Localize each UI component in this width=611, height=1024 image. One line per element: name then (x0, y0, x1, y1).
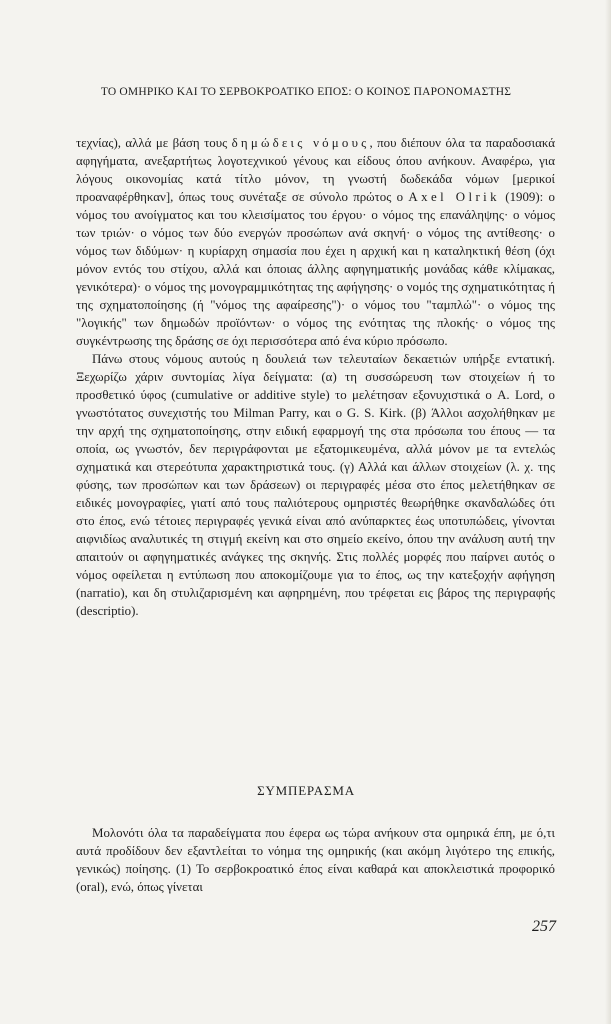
paragraph-research: Πάνω στους νόμους αυτούς η δουλειά των τελευταίων δεκαετιών υπήρξε εντατική. Ξεχωρίζω χάριν συντομίας λίγα δείγματα: (α) τη συσσώρευση των στοιχείων ή το προσθετικό ύφος (cumulative or additive style) το μελέτησαν εξονυχιστικά ο A. Lord, ο γνωστότατος συνεχιστής του Milman Parry, και ο G. S. Kirk. (β) Άλλοι ασχολήθηκαν με την αρχή της σχηματοποίησης, στην ειδική εφαρμογή της στα πρόσωπα του έπους — τα οποία, ως γνωστόν, δεν περιγράφονται με εξατομικευμένα, αλλά μόνον με τα εντελώς σχηματικά και στερεότυπα χαρακτηριστικά τους. (γ) Αλλά και άλλων στοιχείων (λ. χ. της φύσης, των προσώπων και των δράσεων) οι περιγραφές μέσα στο έπος μελετήθηκαν σε ειδικές μονογραφίες, γιατί από τους παλιότερους ομηριστές θεωρήθηκε σκανδαλώδες ότι στο έπος, ενώ τέτοιες περιγραφές γενικά είναι από ανύπαρκτες έως υποτυπώδεις, γίνονται αιφνιδίως αναλυτικές τη στιγμή εκείνη και στο σημείο εκείνο, όπου την ανάλυση αυτή την απαιτούν οι αφηγηματικές ανάγκες της σκηνής. Στις πολλές μορφές που παίρνει αυτός ο νόμος οφείλεται η εντύπωση που αποκομίζουμε για το έπος, ως την κατεξοχήν αφήγηση (narratio), και δη στυλιζαρισμένη και αφηρημένη, που τρέφεται εις βάρος της περιγραφής (descriptio). (76, 352, 555, 618)
main-body-text (76, 134, 555, 620)
page-edge-shadow (605, 0, 611, 1024)
paragraph-laws (76, 134, 555, 350)
section-title-conclusion: ΣΥΜΠΕΡΑΣΜΑ (257, 783, 355, 798)
spaced-name-olrik: Axel Olrik (408, 190, 500, 204)
paragraph-laws-part-1: τεχνίας), αλλά με βάση τους (76, 136, 232, 150)
paragraph-laws-part-2: , που διέπουν όλα τα παραδοσιακά αφηγήματα, ανεξαρτήτως λογοτεχνικού γένους και είδους όπου ανήκουν. Αναφέρω, για λόγους οικονομίας κατά τίτλο μόνον, τη γνωστή δωδεκάδα νόμων [μερικοί προαναφέρθηκαν], όπως τους συνέταξε σε σύνολο πρώτος ο (76, 136, 555, 204)
paragraph-laws-part-3: (1909): ο νόμος του ανοίγματος και του κλεισίματος του έργου· ο νόμος της επανάληψης· ο νόμος των τριών· ο νόμος των δύο ενεργών προσώπων ανά σκηνή· ο νόμος της αντίθεσης· ο νόμος των διδύμων· η κυρίαρχη σημασία που έχει η αρχική και η καταληκτική θέση (όχι μόνον εντός του στίχου, αλλά και όποιας άλλης αφηγηματικής μονάδας κάθε κλίμακας, γενικότερα)· ο νόμος της μονογραμμικότητας της αφήγησης· ο νομός της σχηματικότητας ή της σχηματοποίησης (ή "νόμος της αφαίρεσης")· ο νόμος του "ταμπλώ"· ο νόμος της "λογικής" των δημωδών προϊόντων· ο νόμος της ενότητας της πλοκής· ο νόμος της συγκέντρωσης της δράσης σε όχι περισσότερα από ένα κύριο πρόσωπο. (76, 190, 555, 348)
page-number: 257 (532, 918, 556, 935)
paragraph-conclusion: Μολονότι όλα τα παραδείγματα που έφερα ως τώρα ανήκουν στα ομηρικά έπη, με ό,τι αυτά προδίδουν δεν εξαντλείται το νόημα της ομηρικής (και ακόμη λιγότερο της επικής, γενικώς) ποίησης. (1) Το σερβοκροατικό έπος είναι καθαρά και αποκλειστικά προφορικό (oral), ενώ, όπως γίνεται (76, 826, 555, 894)
conclusion-body-text (76, 824, 555, 896)
running-head: ΤΟ ΟΜΗΡΙΚΟ ΚΑΙ ΤΟ ΣΕΡΒΟΚΡΟΑΤΙΚΟ ΕΠΟΣ: Ο ΚΟΙΝΟΣ ΠΑΡΟΝΟΜΑΣΤΗΣ (100, 86, 512, 98)
spaced-term-folk-laws: δημώδεις νόμους (231, 136, 370, 150)
